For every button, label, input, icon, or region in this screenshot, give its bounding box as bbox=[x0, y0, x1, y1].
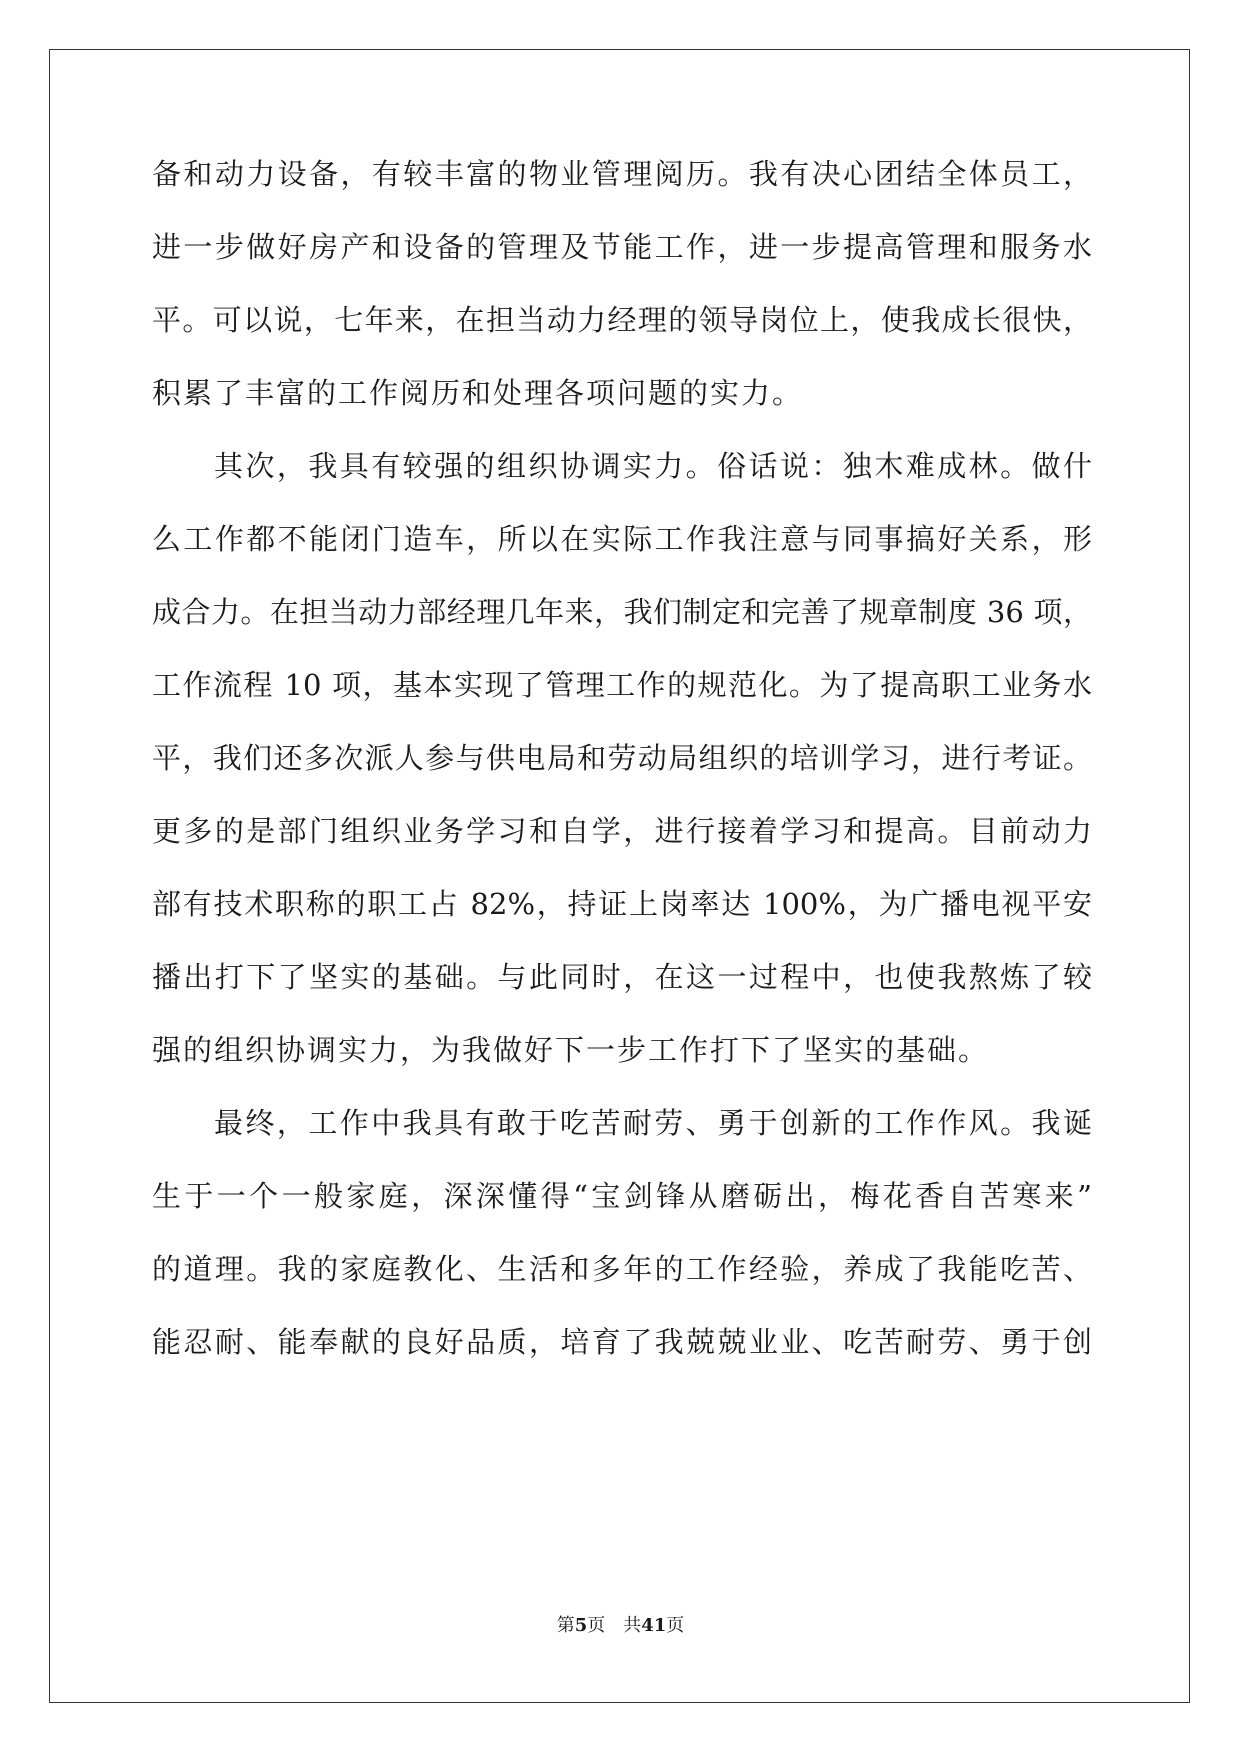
text-line: 能忍耐、能奉献的良好品质，培育了我兢兢业业、吃苦耐劳、勇于创 bbox=[152, 1325, 1092, 1359]
text-line: 更多的是部门组织业务学习和自学，进行接着学习和提高。目前动力 bbox=[152, 814, 1092, 848]
total-pages: 41 bbox=[641, 1615, 667, 1636]
text-line: 么工作都不能闭门造车，所以在实际工作我注意与同事搞好关系，形 bbox=[152, 522, 1092, 556]
total-suffix: 页 bbox=[666, 1615, 685, 1636]
text-line: 播出打下了坚实的基础。与此同时，在这一过程中，也使我熬炼了较 bbox=[152, 960, 1092, 994]
text-line: 的道理。我的家庭教化、生活和多年的工作经验，养成了我能吃苦、 bbox=[152, 1252, 1092, 1286]
total-prefix: 共 bbox=[623, 1615, 642, 1636]
text-line: 部有技术职称的职工占 82%，持证上岗率达 100%，为广播电视平安 bbox=[152, 887, 1092, 921]
text-line: 平。可以说，七年来，在担当动力经理的领导岗位上，使我成长很快， bbox=[152, 303, 1092, 337]
text-line: 积累了丰富的工作阅历和处理各项问题的实力。 bbox=[152, 376, 804, 410]
page-number: 5 bbox=[574, 1615, 588, 1636]
text-line: 工作流程 10 项，基本实现了管理工作的规范化。为了提高职工业务水 bbox=[152, 668, 1092, 702]
paragraph-first-line: 最终，工作中我具有敢于吃苦耐劳、勇于创新的工作作风。我诞 bbox=[214, 1106, 1092, 1140]
text-line: 强的组织协调实力，为我做好下一步工作打下了坚实的基础。 bbox=[152, 1033, 990, 1067]
page-prefix: 第 bbox=[556, 1615, 575, 1636]
text-line: 备和动力设备，有较丰富的物业管理阅历。我有决心团结全体员工， bbox=[152, 157, 1092, 191]
page-border bbox=[49, 49, 1190, 1703]
text-line: 进一步做好房产和设备的管理及节能工作，进一步提高管理和服务水 bbox=[152, 230, 1092, 264]
page-suffix: 页 bbox=[587, 1615, 606, 1636]
text-line: 生于一个一般家庭，深深懂得“宝剑锋从磨砺出，梅花香自苦寒来” bbox=[152, 1179, 1092, 1213]
page-footer bbox=[0, 1611, 1241, 1637]
text-line: 平，我们还多次派人参与供电局和劳动局组织的培训学习，进行考证。 bbox=[152, 741, 1092, 775]
paragraph-first-line: 其次，我具有较强的组织协调实力。俗话说：独木难成林。做什 bbox=[214, 449, 1092, 483]
text-line: 成合力。在担当动力部经理几年来，我们制定和完善了规章制度 36 项， bbox=[152, 595, 1092, 629]
